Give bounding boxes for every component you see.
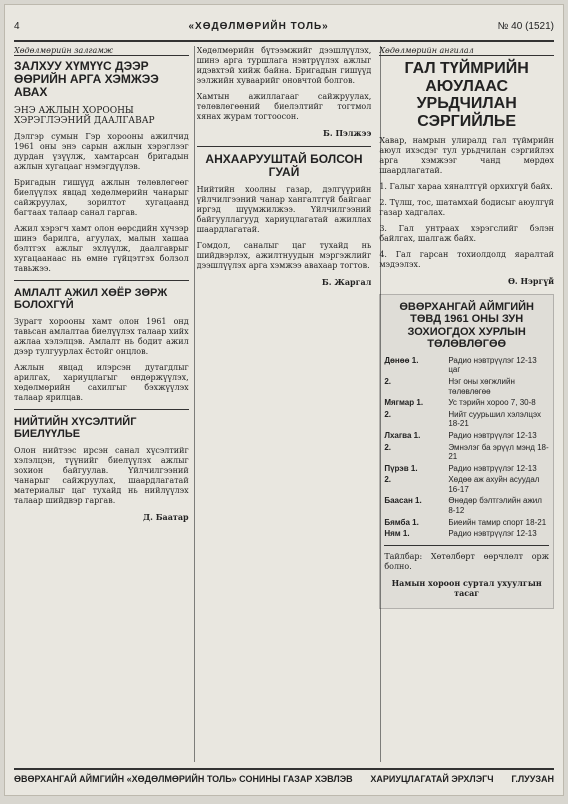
left-paragraph-2: Бригадын гишүүд ажлын төлөвлөгөөг биелүүлэх явцад хөдөлмөрийн чанарыг сайжруулах, зорилтот хугацаанд багтаах талаар санал гаргав. [14,177,189,217]
schedule-day: Баасан 1. [384,496,422,506]
columns [14,46,554,762]
schedule-day: Пүрэв 1. [384,463,418,473]
left-section2-headline: АМЛАЛТ АЖИЛ ХӨЁР ЗӨРЖ БОЛОХГҮЙ [14,286,168,311]
page-header [14,12,554,42]
schedule-row [384,443,549,462]
schedule-row [384,410,549,429]
right-rubric: Хөдөлмөрийн ангилал [379,46,554,56]
schedule-row [384,518,549,528]
left-section3-paragraph-1: Олон нийтээс ирсэн санал хүсэлтийг хэлэлцэн, түүнийг биелүүлэх ажлыг зохион байгуулав. Үйлчилгээний чанарыг сайжруулах, шаардлагатай материалыг цаг тухайд нь нийлүүлэх талаар шийдвэр гаргав. [14,445,189,505]
schedule-item: Нийт суурьшил хэлэлцэх 18-21 [448,409,541,429]
schedule-day: Бямба 1. [384,517,419,527]
schedule-row [384,529,549,539]
schedule-day: 2. [384,475,391,485]
middle-paragraph-2: Хамтын ажиллагааг сайжруулах, төлөвлөгөөний биелэлтийг тогтмол хянах журам тогтоосон. [196,92,372,121]
left-paragraph-3: Ажил хэрэгч хамт олон өөрсдийн хүчээр шинэ барилга, агуулах, малын хашаа бэлтгэх ажлыг эхлүүлж, даалгаврыг хугацаанаас нь өмнө гүйцэтгэх болзол тавьжээ. [14,223,189,273]
schedule-rule [384,545,549,546]
right-paragraph-1: Хавар, намрын улиралд гал түймрийн аюул ихэсдэг тул урьдчилан сэргийлэх арга хэмжээг чанд мөрдөх шаардлагатай. [379,136,554,176]
masthead: «ХӨДӨЛМӨРИЙН ТОЛЬ» [188,20,329,32]
right-headline: ГАЛ ТҮЙМРИЙН АЮУЛААС УРЬДЧИЛАН СЭРГИЙЛЬЕ [404,60,529,130]
right-byline: Ө. Нэргүй [507,276,554,287]
schedule-row [384,475,549,494]
middle-rule-1 [197,146,372,147]
middle-column [197,46,372,762]
left-section2-paragraph-2: Ажлын явцад илэрсэн дутагдлыг арилгах, хариуцлагыг өндөржүүлэх, хөдөлмөрийн сахилгыг бэхжүүлэх талаар ярилцав. [14,362,189,402]
schedule-box [379,294,554,608]
left-section2-paragraph-1: Зурагт хорооны хамт олон 1961 онд тавьсан амлалтаа биелүүлэх талаар хийх ажлаа хэлэлцэв. Амлалт нь бодит ажил дээр тулгуурлах ёстойг онцлов. [14,316,189,356]
footer-city: Г.ЛУУЗАН [511,774,554,784]
schedule-day: Лхагва 1. [384,430,421,440]
schedule-day: Дөнөө 1. [384,355,419,365]
schedule-item: Биеийн тамир спорт 18-21 [448,517,547,527]
left-byline: Д. Баатар [143,511,189,522]
schedule-row [384,356,549,375]
schedule-row [384,431,549,441]
schedule-row [384,398,549,408]
schedule-item: Радио нэвтрүүлэг 12-13 цаг [448,355,537,375]
left-column [14,46,189,762]
schedule-row [384,496,549,515]
right-paragraph-4: 3. Гал унтраах хэрэгслийг бэлэн байлгах, шалгаж байх. [379,224,554,244]
right-column [379,46,554,762]
page-number: 4 [14,20,20,32]
schedule-day: 2. [384,442,391,452]
schedule-item: Эмнэлэг ба эрүүл мэнд 18-21 [448,442,549,462]
schedule-table [384,356,549,539]
left-rule-1 [14,280,189,281]
schedule-row [384,464,549,474]
issue-number: № 40 (1521) [497,20,554,32]
schedule-item: Нэг оны хөгжлийн төлөвлөгөө [448,376,515,396]
middle-headline: АНХААРУУШТАЙ БОЛСОН ГУАЙ [205,152,363,180]
right-paragraph-2: 1. Галыг хараа хяналтгүй орхихгүй байх. [379,182,553,192]
page-footer [14,768,554,788]
left-headline: ЗАЛХУУ ХҮМҮҮС ДЭЭР ӨӨРИЙН АРГА ХЭМЖЭЭ АВАХ [14,59,159,100]
left-rubric: Хөдөлмөрийн залгамж [14,46,189,56]
schedule-day: Мягмар 1. [384,398,424,408]
footer-left: ӨВӨРХАНГАЙ АЙМГИЙН «ХӨДӨЛМӨРИЙН ТОЛЬ» СОНИНЫ ГАЗАР ХЭВЛЭВ [14,774,353,784]
schedule-item: Хөдөө аж ахуйн асуудал 16-17 [448,475,540,494]
newspaper-page [4,4,564,796]
footer-right: ХАРИУЦЛАГАТАЙ ЭРХЛЭГЧ [370,774,494,784]
schedule-title: ӨВӨРХАНГАЙ АЙМГИЙН ТӨВД 1961 ОНЫ ЗУН ЗОХИОГДОХ ХУРЛЫН ТӨЛӨВЛӨГӨӨ [399,301,534,350]
middle-byline-1: Б. Пэлжээ [323,128,372,138]
schedule-item: Ус тэрийн хороо 7, 30-8 [448,398,536,408]
schedule-note: Тайлбар: Хөтөлбөрт өөрчлөлт орж болно. [384,551,549,571]
middle-paragraph-1: Хөдөлмөрийн бүтээмжийг дээшлүүлэх, шинэ арга туршлага нэвтрүүлэх ажлыг идэвхтэй хийж байна. Бригадын гишүүд ээлжийн хуваарийг оновчтой болгов. [196,46,372,85]
left-section3-headline: НИЙТИЙН ХҮСЭЛТИЙГ БИЕЛҮҮЛЬЕ [14,415,137,440]
left-paragraph-1: Дэлгэр сумын Гэр хорооны ажилчид 1961 оны энэ сарын ажлын хэрэглээг дурдан үзүүлж, хамтарсан бригадын ажлын хугацааг нэмэгдүүлэв. [14,131,189,171]
left-rule-2 [14,409,189,410]
middle-paragraph-3: Нийтийн хоолны газар, дэлгүүрийн үйлчилгээний чанар хангалтгүй байгааг иргэд шүүмжилжээ. Үйлчилгээний байгууллагууд хариуцлагатай ажиллах шаардлагатай. [196,185,372,235]
schedule-item: Радио нэвтрүүлэг 12-13 [448,529,537,539]
right-paragraph-5: 4. Гал гарсан тохиолдолд яаралтай мэдээлэх. [379,250,554,270]
schedule-item: Радио нэвтрүүлэг 12-13 [448,430,537,440]
schedule-item: Өнөдөр бэлтгэлийн ажил 8-12 [448,496,542,516]
schedule-day: Ням 1. [384,529,410,539]
right-paragraph-3: 2. Түлш, тос, шатамхай бодисыг аюулгүй газар хадгалах. [379,198,554,218]
left-kicker: ЭНЭ АЖЛЫН ХОРООНЫ ХЭРЭГЛЭЭНИЙ ДААЛГАВАР [14,105,155,126]
schedule-day: 2. [384,376,391,386]
schedule-row [384,377,549,396]
schedule-item: Радио нэвтрүүлэг 12-13 [448,463,537,473]
middle-byline-2: Б. Жаргал [321,277,372,288]
middle-paragraph-4: Гомдол, саналыг цаг тухайд нь шийдвэрлэх, ажилтнуудын мэргэжлийг дээшлүүлэх арга хэмжээ авахаар тогтов. [196,241,372,271]
schedule-closing: Намын хороон суртал ухуулгын тасаг [391,577,542,598]
schedule-day: 2. [384,409,391,419]
